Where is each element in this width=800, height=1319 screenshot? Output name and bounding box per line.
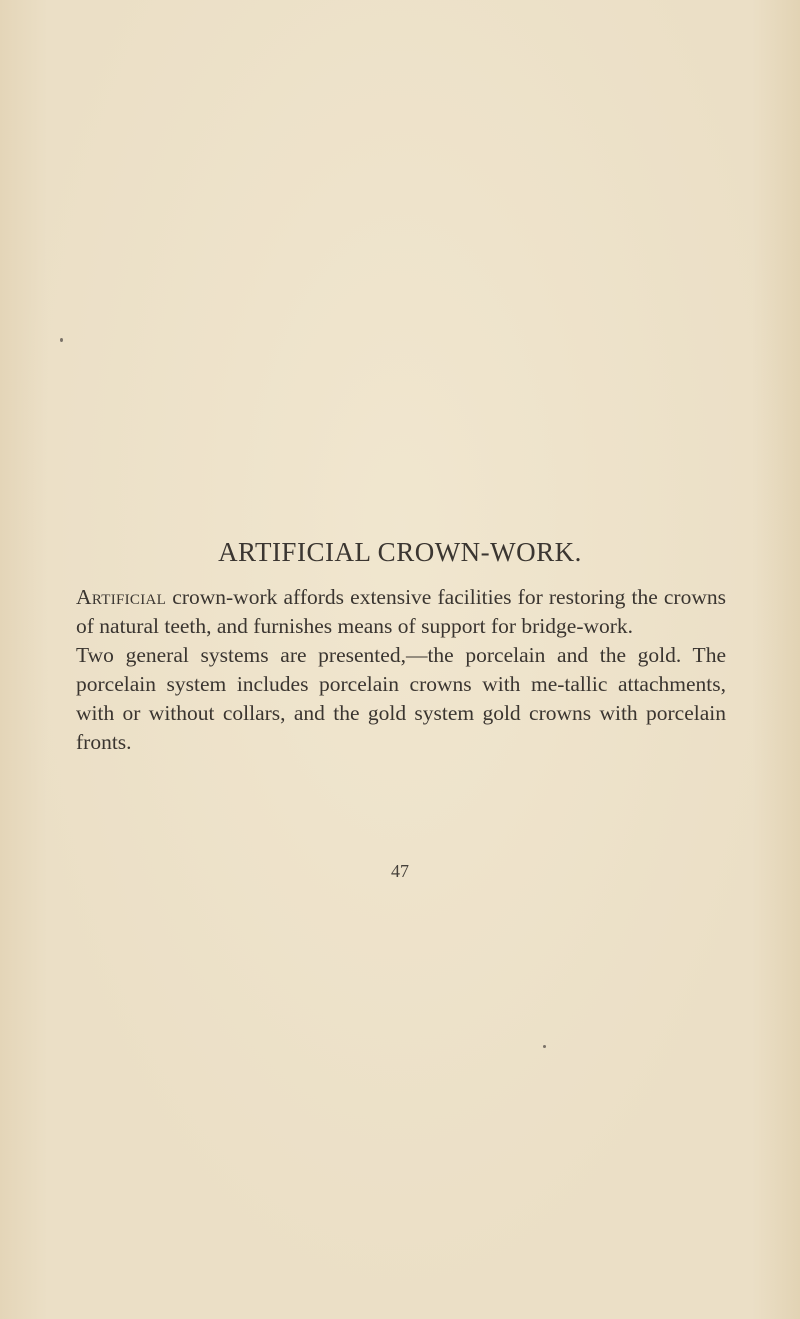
paragraph-1-lead: Artificial [76, 585, 167, 609]
ink-speck [543, 1045, 546, 1048]
body-text [76, 583, 726, 757]
page-number: 47 [391, 861, 409, 881]
chapter-heading: ARTIFICIAL CROWN-WORK. [218, 537, 582, 567]
ink-speck [60, 338, 63, 342]
paragraph-1-text: crown-work affords extensive facilities for restoring the crowns of natural teeth, and furnishes means of support for bridge-work. [76, 585, 726, 638]
paragraph-2: Two general systems are presented,—the porcelain and the gold. The porcelain system includes porcelain crowns with me-tallic attachments, with or without collars, and the gold system gold crowns with porcelain fronts. [76, 643, 726, 754]
paragraph-1 [76, 583, 726, 641]
